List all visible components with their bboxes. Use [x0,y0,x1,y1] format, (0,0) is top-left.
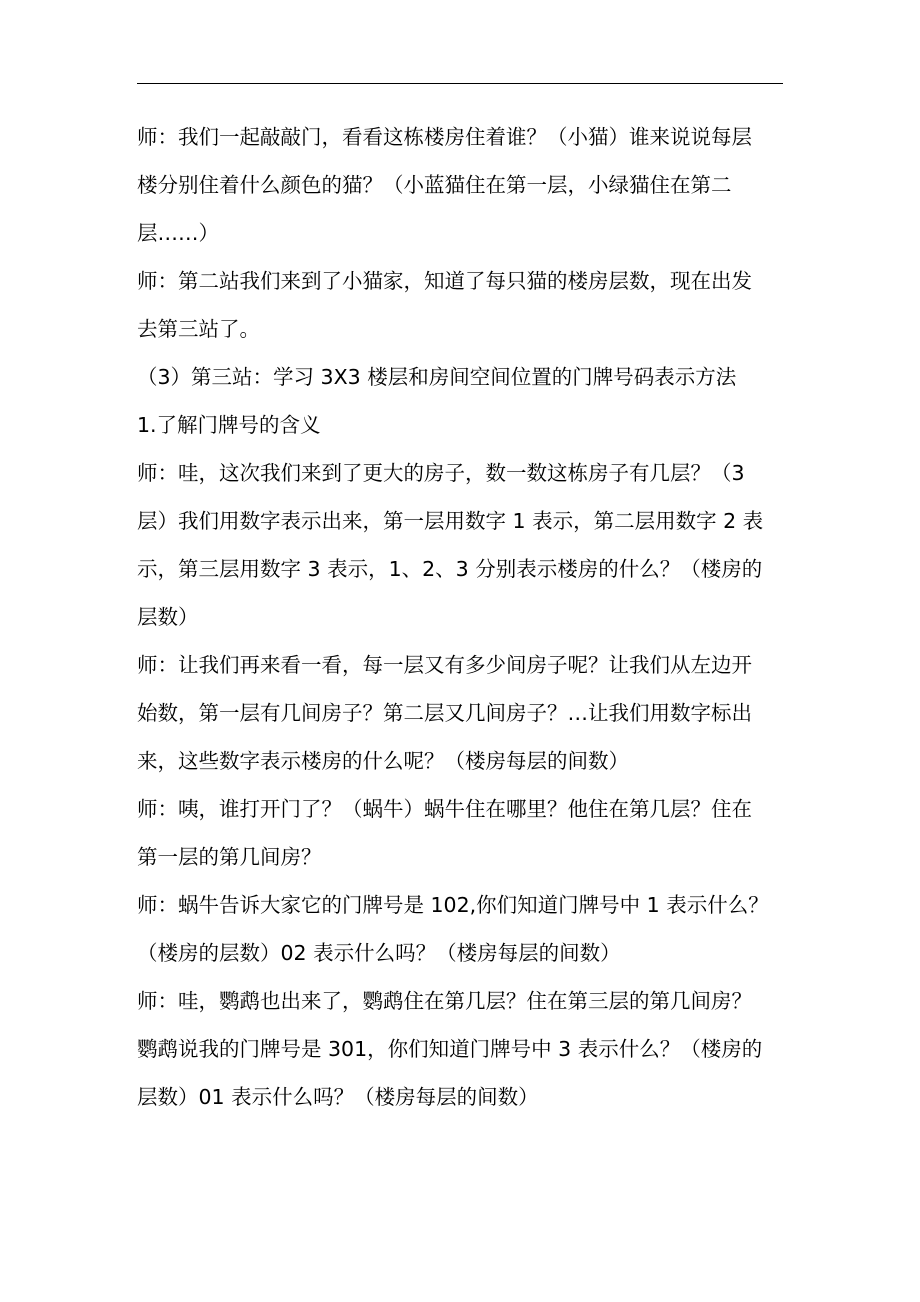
text-line: 鹦鹉说我的门牌号是 301，你们知道门牌号中 3 表示什么？（楼房的 [137,1037,763,1061]
text-line: 层……） [137,221,219,245]
text-line: 楼分别住着什么颜色的猫？（小蓝猫住在第一层，小绿猫住在第二 [137,173,732,197]
text-line: 来，这些数字表示楼房的什么呢？（楼房每层的间数） [137,749,629,773]
header-rule [137,83,783,84]
text-line: 始数，第一层有几间房子？第二层又几间房子？…让我们用数字标出 [137,701,752,725]
subsection-heading: 1.了解门牌号的含义 [137,413,321,437]
section-heading: （3）第三站：学习 3X3 楼层和房间空间位置的门牌号码表示方法 [137,365,737,389]
text-line: 师：让我们再来看一看，每一层又有多少间房子呢？让我们从左边开 [137,653,752,677]
text-line: 层数）01 表示什么吗？（楼房每层的间数） [137,1085,539,1109]
text-line: 第一层的第几间房？ [137,845,322,869]
text-line: 师：哇，鹦鹉也出来了，鹦鹉住在第几层？住在第三层的第几间房？ [137,989,752,1013]
text-line: 层）我们用数字表示出来，第一层用数字 1 表示，第二层用数字 2 表 [137,509,764,533]
text-line: 师：咦，谁打开门了？（蜗牛）蜗牛住在哪里？他住在第几层？住在 [137,797,752,821]
text-line: 师：蜗牛告诉大家它的门牌号是 102,你们知道门牌号中 1 表示什么？ [137,893,769,917]
page-body [137,113,797,1121]
text-line: 师：哇，这次我们来到了更大的房子，数一数这栋房子有几层？（3 [137,461,745,485]
text-line: 层数） [137,605,199,629]
text-line: 去第三站了。 [137,317,260,341]
text-line: 示，第三层用数字 3 表示，1、2、3 分别表示楼房的什么？（楼房的 [137,557,763,581]
text-line: 师：我们一起敲敲门，看看这栋楼房住着谁？（小猫）谁来说说每层 [137,125,752,149]
text-line: （楼房的层数）02 表示什么吗？（楼房每层的间数） [137,941,621,965]
text-line: 师：第二站我们来到了小猫家，知道了每只猫的楼房层数，现在出发 [137,269,752,293]
